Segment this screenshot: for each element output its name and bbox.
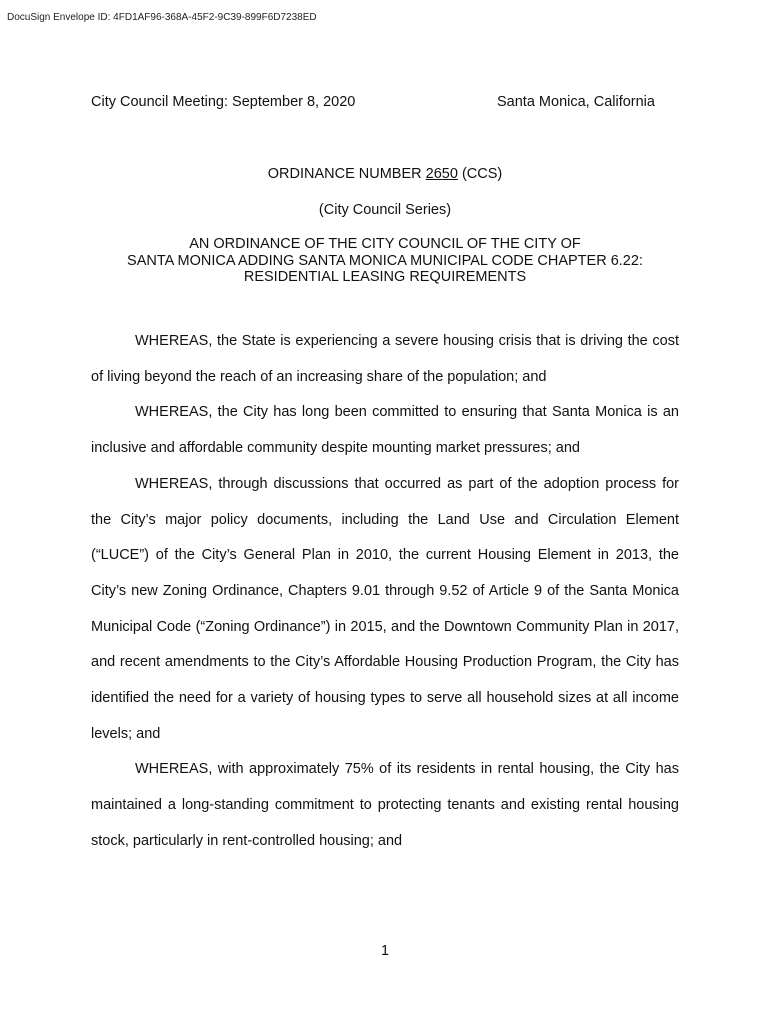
- meeting-date: City Council Meeting: September 8, 2020: [91, 94, 356, 110]
- docusign-envelope-id: DocuSign Envelope ID: 4FD1AF96-368A-45F2-9C39-899F6D7238ED: [7, 12, 317, 23]
- meeting-location: Santa Monica, California: [497, 94, 655, 110]
- page-number: 1: [380, 943, 390, 959]
- whereas-paragraph: WHEREAS, the State is experiencing a severe housing crisis that is driving the cost of living beyond the reach of an increasing share of the population; and: [91, 333, 679, 385]
- ordinance-title-line: SANTA MONICA ADDING SANTA MONICA MUNICIPAL CODE CHAPTER 6.22:: [127, 252, 643, 269]
- ordinance-number: 2650: [425, 166, 458, 182]
- whereas-paragraph: WHEREAS, through discussions that occurred as part of the adoption process for the City’s major policy documents, including the Land Use and Circulation Element (“LUCE”) of the City’s General Plan in 2010, the current Housing Element in 2013, the City’s new Zoning Ordinance, Chapters 9.01 through 9.52 of Article 9 of the Santa Monica Municipal Code (“Zoning Ordinance”) in 2015, and the Downtown Community Plan in 2017, and recent amendments to the City’s Affordable Housing Production Program, the City has identified the need for a variety of housing types to serve all household sizes at all income levels; and: [91, 475, 679, 742]
- ordinance-body: [91, 324, 679, 860]
- whereas-paragraph: WHEREAS, with approximately 75% of its residents in rental housing, the City has maintained a long-standing commitment to protecting tenants and existing rental housing stock, particularly in rent-controlled housing; and: [91, 761, 679, 849]
- ordinance-prefix: ORDINANCE NUMBER: [267, 166, 426, 182]
- ordinance-title: [0, 236, 770, 286]
- ordinance-suffix: (CCS): [457, 166, 503, 182]
- whereas-paragraph: WHEREAS, the City has long been committed to ensuring that Santa Monica is an inclusive and affordable community despite mounting market pressures; and: [91, 404, 679, 457]
- ordinance-title-line: RESIDENTIAL LEASING REQUIREMENTS: [243, 269, 527, 285]
- ordinance-number-line: [0, 166, 770, 182]
- ordinance-title-line: AN ORDINANCE OF THE CITY COUNCIL OF THE CITY OF: [189, 236, 581, 252]
- ordinance-series: (City Council Series): [318, 202, 452, 218]
